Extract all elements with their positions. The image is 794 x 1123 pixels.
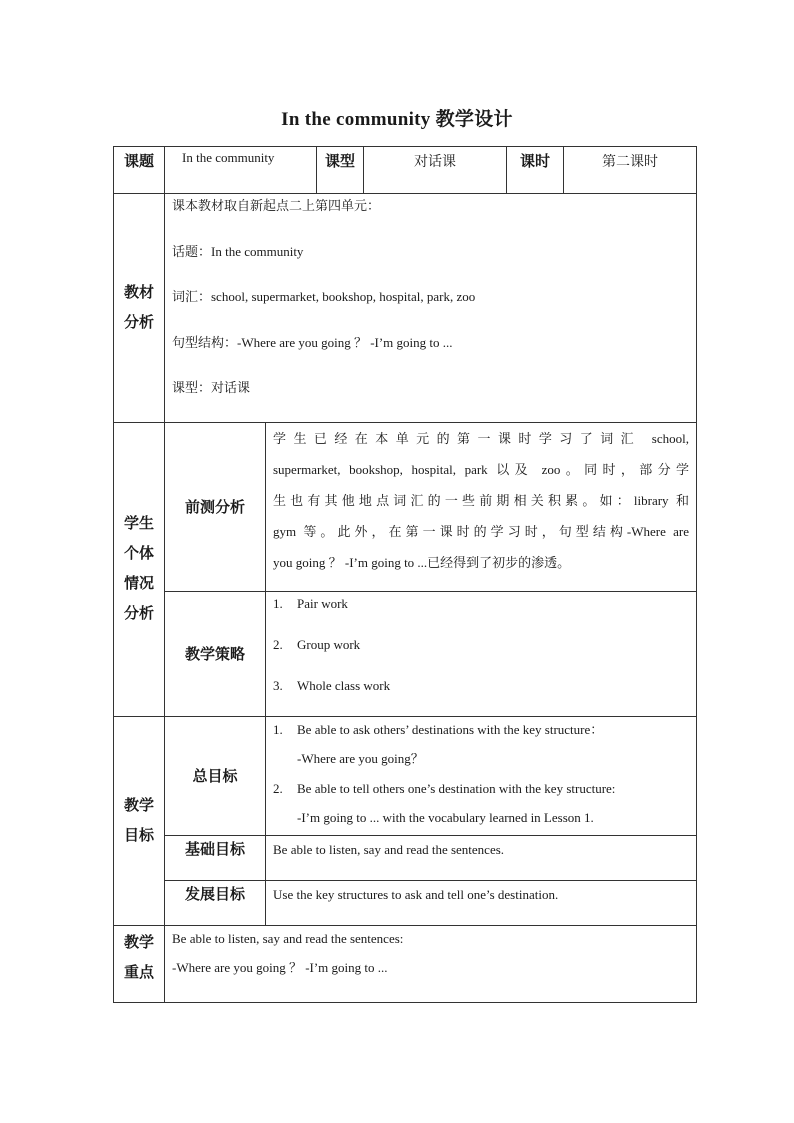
student-label-line: 学生 (123, 516, 154, 532)
prior-line: supermarket, bookshop, hospital, park 以及 zoo。同时，部分学 (273, 461, 689, 477)
lesson-type-value: 对话课 (364, 147, 507, 194)
teaching-strategy-label: 教学策略 (165, 591, 266, 716)
header-row (114, 147, 697, 194)
goals-overall-row (114, 716, 697, 835)
goal-sub: -Where are you going？ (297, 751, 424, 766)
student-label-line: 情况 (123, 576, 154, 592)
material-analysis-row (114, 194, 697, 423)
material-line: 词汇：school, supermarket, bookshop, hospital, park, zoo (172, 289, 476, 304)
period-label: 课时 (507, 147, 564, 194)
strategy-num: 1. (273, 595, 283, 611)
teaching-goals-label (114, 716, 165, 925)
student-label-line: 个体 (123, 546, 154, 562)
lesson-plan-table (113, 146, 697, 1003)
key-points-label-line-2: 重点 (123, 964, 154, 981)
overall-goal-label: 总目标 (165, 716, 266, 835)
basic-goal-content: Be able to listen, say and read the sentences. (266, 835, 697, 880)
goals-label-line-2: 目标 (123, 827, 154, 844)
strategy-text: Pair work (297, 595, 348, 611)
develop-goal-label: 发展目标 (165, 880, 266, 925)
strategy-item (273, 675, 689, 716)
prior-line: 学生已经在本单元的第一课时学习了词汇 school, (273, 430, 689, 446)
student-strategy-row (114, 591, 697, 716)
goals-basic-row (114, 835, 697, 880)
key-points-label-line-1: 教学 (123, 934, 154, 951)
goal-item (273, 717, 689, 747)
overall-goal-content (266, 716, 697, 835)
key-point-line: Be able to listen, say and read the sentences: (172, 930, 404, 946)
strategy-num: 2. (273, 636, 283, 652)
goal-num: 2. (273, 780, 283, 796)
topic-value: In the community (165, 147, 317, 194)
strategy-text: Whole class work (297, 677, 391, 693)
prior-line: gym 等。此外，在第一课时的学习时，句型结构-Where are (273, 523, 689, 539)
strategy-text: Group work (297, 636, 361, 652)
goal-sub: -I’m going to ... with the vocabulary learned in Lesson 1. (297, 810, 594, 825)
goal-item (273, 776, 689, 806)
material-line: 课本教材取自新起点二上第四单元： (172, 198, 381, 213)
student-prior-row (114, 422, 697, 591)
lesson-type-label: 课型 (317, 147, 364, 194)
student-label-line: 分析 (123, 606, 154, 622)
goal-num: 1. (273, 721, 283, 737)
basic-goal-label: 基础目标 (165, 835, 266, 880)
key-points-label (114, 925, 165, 1002)
strategy-num: 3. (273, 677, 283, 693)
prior-line: 生也有其他地点词汇的一些前期相关积累。如：library 和 (273, 492, 689, 508)
goals-develop-row (114, 880, 697, 925)
key-points-content (165, 925, 697, 1002)
period-value: 第二课时 (564, 147, 697, 194)
prior-analysis-content (266, 422, 697, 591)
page-title: In the community 教学设计 (281, 109, 513, 130)
material-line: 话题：In the community (172, 243, 304, 259)
develop-goal-content: Use the key structures to ask and tell one’s destination. (266, 880, 697, 925)
prior-line: you going ？ -I’m going to ...已经得到了初步的渗透。 (273, 554, 571, 570)
student-analysis-label (114, 422, 165, 716)
material-label-line-1: 教材 (123, 284, 154, 301)
goals-label-line-1: 教学 (123, 797, 154, 814)
key-point-line: -Where are you going ？ -I’m going to ... (172, 959, 388, 975)
teaching-strategy-content (266, 591, 697, 716)
key-points-row (114, 925, 697, 1002)
material-content (165, 194, 697, 423)
material-line: 句型结构：-Where are you going ？ -I’m going to ... (172, 334, 453, 350)
strategy-item (273, 593, 689, 634)
strategy-item (273, 634, 689, 675)
goal-text: Be able to ask others’ destinations with the key structure： (297, 721, 604, 737)
goal-text: Be able to tell others one’s destination with the key structure: (297, 780, 616, 796)
material-label-line-2: 分析 (123, 314, 154, 331)
prior-analysis-label: 前测分析 (165, 422, 266, 591)
material-label (114, 194, 165, 423)
material-line: 课型：对话课 (172, 380, 251, 395)
topic-label: 课题 (114, 147, 165, 194)
